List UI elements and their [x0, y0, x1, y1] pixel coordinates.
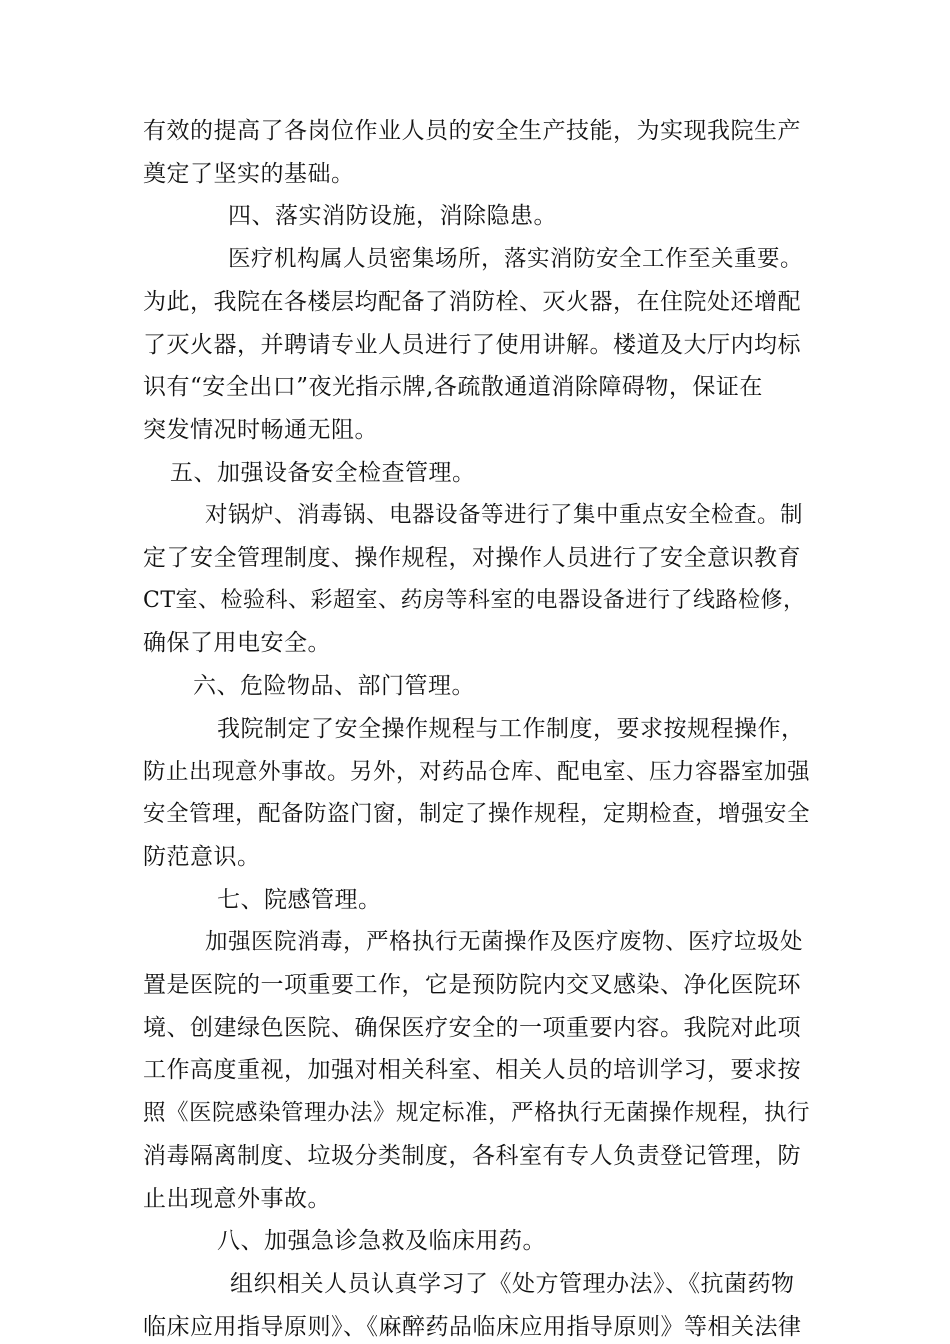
section-heading-8: 八、加强急诊急救及临床用药。	[217, 1228, 546, 1255]
paragraph-line: 境、创建绿色医院、确保医疗安全的一项重要内容。我院对此项	[143, 1014, 801, 1041]
paragraph-line: 医疗机构属人员密集场所，落实消防安全工作至关重要。	[228, 246, 804, 273]
paragraph-line: 定了安全管理制度、操作规程，对操作人员进行了安全意识教育	[143, 545, 801, 571]
paragraph-line: 消毒隔离制度、垃圾分类制度，各科室有专人负责登记管理，防	[143, 1142, 801, 1169]
section-heading-4: 四、落实消防设施，消除隐患。	[228, 203, 557, 230]
paragraph-line: 临床应用指导原则》、《麻醉药品临床应用指导原则》等相关法律	[143, 1313, 802, 1340]
paragraph-line: 止出现意外事故。	[143, 1185, 331, 1212]
paragraph-line: 突发情况时畅通无阻。	[143, 416, 378, 443]
paragraph-line: 照《医院感染管理办法》规定标准，严格执行无菌操作规程，执行	[143, 1100, 811, 1127]
paragraph-line: 置是医院的一项重要工作，它是预防院内交叉感染、净化医院环	[143, 972, 801, 998]
paragraph-line: 了灭火器，并聘请专业人员进行了使用讲解。楼道及大厅内均标	[143, 331, 801, 358]
paragraph-line: CT室、检验科、彩超室、药房等科室的电器设备进行了线路检修，	[143, 587, 806, 613]
paragraph-line: 确保了用电安全。	[143, 630, 331, 657]
section-heading-7: 七、院感管理。	[217, 886, 382, 913]
paragraph-line: 组织相关人员认真学习了《处方管理办法》、《抗菌药物	[230, 1270, 795, 1297]
paragraph-line: 加强医院消毒，严格执行无菌操作及医疗废物、医疗垃圾处	[205, 929, 804, 956]
paragraph-line: 安全管理，配备防盗门窗，制定了操作规程，定期检查，增强安全	[143, 801, 811, 828]
section-heading-6: 六、危险物品、部门管理。	[193, 673, 475, 700]
section-heading-5: 五、加强设备安全检查管理。	[170, 459, 476, 486]
paragraph-line: 对锅炉、消毒锅、电器设备等进行了集中重点安全检查。制	[205, 502, 804, 529]
paragraph-line: 奠定了坚实的基础。	[143, 160, 355, 187]
paragraph-line: 为此，我院在各楼层均配备了消防栓、灭火器，在住院处还增配	[143, 288, 801, 315]
paragraph-line: 识有“安全出口”夜光指示牌,各疏散通道消除障碍物，保证在	[143, 374, 763, 401]
paragraph-line: 防范意识。	[143, 843, 261, 870]
paragraph-line: 工作高度重视，加强对相关科室、相关人员的培训学习，要求按	[143, 1057, 801, 1084]
paragraph-line: 防止出现意外事故。另外，对药品仓库、配电室、压力容器室加强	[143, 758, 811, 785]
paragraph-line: 我院制定了安全操作规程与工作制度，要求按规程操作，	[217, 715, 805, 742]
paragraph-line: 有效的提高了各岗位作业人员的安全生产技能，为实现我院生产	[143, 118, 801, 144]
